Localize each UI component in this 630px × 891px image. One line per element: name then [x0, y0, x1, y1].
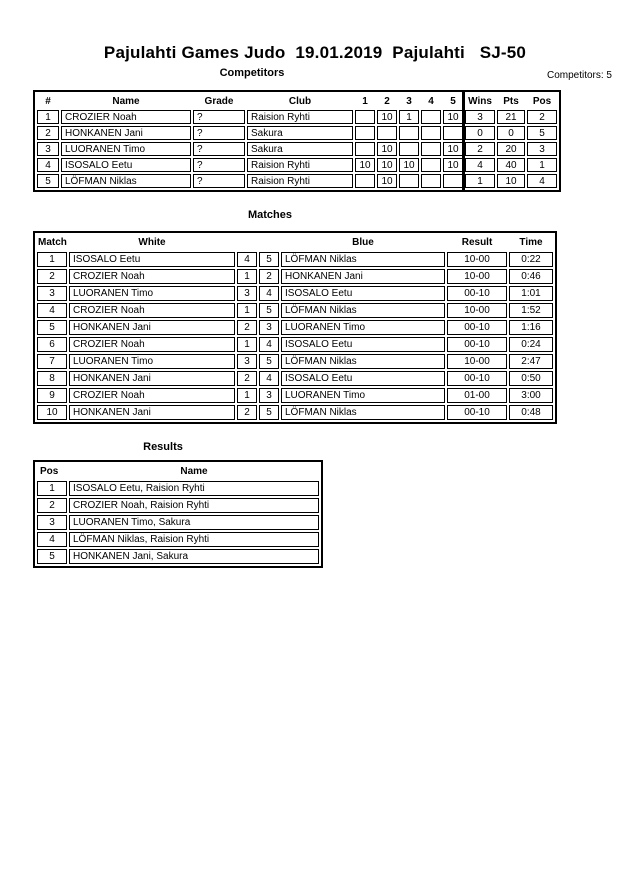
results-cell: LUORANEN Timo, Sakura [69, 515, 319, 530]
competitors-cell: 5 [527, 126, 557, 140]
matches-cell: HONKANEN Jani [69, 371, 235, 386]
matches-row [37, 388, 553, 403]
matches-table-frame [33, 231, 557, 424]
competitors-column-header: Wins [468, 95, 492, 107]
competitors-cell [355, 142, 375, 156]
competitors-cell: LÖFMAN Niklas [61, 174, 191, 188]
matches-cell: 0:48 [509, 405, 553, 420]
competitors-cell [377, 126, 397, 140]
results-table-frame [33, 460, 323, 568]
competitors-cell [421, 174, 441, 188]
competitors-cell [421, 158, 441, 172]
matches-cell: 2 [259, 269, 279, 284]
results-table [35, 462, 321, 566]
matches-cell: 4 [237, 252, 257, 267]
matches-cell: 1:52 [509, 303, 553, 318]
matches-cell: 10-00 [447, 354, 507, 369]
results-cell: 2 [37, 498, 67, 513]
matches-column-header: Time [519, 237, 543, 248]
matches-cell: CROZIER Noah [69, 388, 235, 403]
competitors-cell: 10 [377, 174, 397, 188]
matches-cell: 10-00 [447, 252, 507, 267]
competitors-cell: Raision Ryhti [247, 110, 353, 124]
competitors-cell: 2 [37, 126, 59, 140]
matches-row [37, 252, 553, 267]
matches-cell: 2 [237, 405, 257, 420]
results-cell: 3 [37, 515, 67, 530]
competitors-row [37, 158, 557, 172]
competitors-cell: 1 [37, 110, 59, 124]
results-cell: 4 [37, 532, 67, 547]
matches-cell: LUORANEN Timo [69, 286, 235, 301]
matches-cell: 6 [37, 337, 67, 352]
competitors-cell [399, 174, 419, 188]
matches-cell: 00-10 [447, 337, 507, 352]
results-cell: 5 [37, 549, 67, 564]
matches-row [37, 371, 553, 386]
competitors-cell [443, 126, 463, 140]
competitors-cell: 10 [443, 110, 463, 124]
matches-cell: LÖFMAN Niklas [281, 303, 445, 318]
competitors-cell: 10 [443, 142, 463, 156]
competitors-cell: 20 [497, 142, 525, 156]
matches-cell: 3:00 [509, 388, 553, 403]
competitors-cell: Sakura [247, 142, 353, 156]
matches-cell: 5 [259, 303, 279, 318]
results-row [37, 549, 319, 564]
competitors-cell: 1 [465, 174, 495, 188]
competitors-cell: 10 [355, 158, 375, 172]
wins-column-group-divider [462, 92, 465, 190]
competitors-cell: Raision Ryhti [247, 174, 353, 188]
competitors-cell: ? [193, 174, 245, 188]
matches-cell: 1:01 [509, 286, 553, 301]
matches-row [37, 405, 553, 420]
competitors-cell [355, 126, 375, 140]
matches-cell: 0:22 [509, 252, 553, 267]
matches-row [37, 303, 553, 318]
matches-cell: 1:16 [509, 320, 553, 335]
competitors-cell: 10 [443, 158, 463, 172]
competitors-cell: 2 [527, 110, 557, 124]
competitors-cell: 10 [497, 174, 525, 188]
matches-column-header: White [138, 237, 166, 248]
matches-column-header: Result [461, 237, 493, 248]
matches-cell: 0:50 [509, 371, 553, 386]
competitors-section-heading: Competitors [219, 67, 285, 79]
competitors-column-header: 5 [450, 95, 456, 107]
matches-cell: 9 [37, 388, 67, 403]
matches-cell: 4 [259, 286, 279, 301]
matches-cell: 8 [37, 371, 67, 386]
matches-cell: 2:47 [509, 354, 553, 369]
competitors-column-header: Pos [532, 95, 552, 107]
competitors-cell [421, 126, 441, 140]
matches-row [37, 320, 553, 335]
competitors-cell: 10 [377, 142, 397, 156]
competitors-column-header: 1 [362, 95, 368, 107]
matches-cell: 2 [237, 371, 257, 386]
matches-cell: LÖFMAN Niklas [281, 252, 445, 267]
matches-cell: 7 [37, 354, 67, 369]
matches-table [35, 233, 555, 422]
results-row [37, 532, 319, 547]
matches-row [37, 269, 553, 284]
competitors-column-header: Pts [503, 95, 519, 107]
matches-cell: 5 [259, 252, 279, 267]
matches-column-header [237, 235, 257, 250]
competitors-cell: 1 [399, 110, 419, 124]
competitors-cell: 10 [399, 158, 419, 172]
competitors-cell: 40 [497, 158, 525, 172]
competitors-cell: 10 [377, 110, 397, 124]
competitors-cell: 5 [37, 174, 59, 188]
competitors-column-header: Name [112, 95, 140, 107]
matches-cell: 3 [237, 286, 257, 301]
results-section-heading: Results [143, 441, 183, 453]
matches-cell: 1 [237, 303, 257, 318]
competitors-cell: 3 [527, 142, 557, 156]
competitors-row [37, 174, 557, 188]
matches-cell: CROZIER Noah [69, 303, 235, 318]
competitors-cell: 0 [497, 126, 525, 140]
matches-cell: 10-00 [447, 269, 507, 284]
matches-cell: 2 [237, 320, 257, 335]
competitors-cell: ? [193, 158, 245, 172]
competitors-cell [355, 174, 375, 188]
matches-cell: CROZIER Noah [69, 337, 235, 352]
matches-section-heading: Matches [247, 209, 293, 221]
competitors-table-frame [33, 90, 561, 192]
competitors-cell: Raision Ryhti [247, 158, 353, 172]
competitors-cell [443, 174, 463, 188]
matches-cell: 00-10 [447, 320, 507, 335]
matches-cell: ISOSALO Eetu [281, 371, 445, 386]
matches-column-header: Blue [352, 237, 374, 248]
matches-cell: 3 [259, 388, 279, 403]
competitors-cell: 1 [527, 158, 557, 172]
competitors-cell: ? [193, 142, 245, 156]
competitors-cell [421, 142, 441, 156]
competitors-cell: ? [193, 126, 245, 140]
competitors-cell: ? [193, 110, 245, 124]
competitors-cell [355, 110, 375, 124]
results-row [37, 498, 319, 513]
matches-cell: LUORANEN Timo [69, 354, 235, 369]
matches-cell: 1 [237, 388, 257, 403]
results-cell: HONKANEN Jani, Sakura [69, 549, 319, 564]
results-cell: ISOSALO Eetu, Raision Ryhti [69, 481, 319, 496]
matches-cell: HONKANEN Jani [281, 269, 445, 284]
matches-cell: 5 [259, 405, 279, 420]
competitors-cell [421, 110, 441, 124]
matches-cell: 1 [237, 337, 257, 352]
matches-cell: 3 [259, 320, 279, 335]
competitors-cell: HONKANEN Jani [61, 126, 191, 140]
competitors-column-header: # [45, 95, 51, 107]
matches-cell: 4 [259, 371, 279, 386]
competitors-cell: CROZIER Noah [61, 110, 191, 124]
results-cell: CROZIER Noah, Raision Ryhti [69, 498, 319, 513]
matches-cell: 0:46 [509, 269, 553, 284]
competitors-column-header: 2 [384, 95, 390, 107]
results-header-row [37, 464, 319, 479]
competitors-row [37, 126, 557, 140]
competitors-cell: ISOSALO Eetu [61, 158, 191, 172]
competitors-cell: 21 [497, 110, 525, 124]
matches-cell: 5 [37, 320, 67, 335]
matches-cell: 1 [37, 252, 67, 267]
matches-cell: 2 [37, 269, 67, 284]
matches-cell: LÖFMAN Niklas [281, 405, 445, 420]
matches-cell: 4 [259, 337, 279, 352]
matches-column-header [259, 235, 279, 250]
competitors-cell: 2 [465, 142, 495, 156]
matches-cell: ISOSALO Eetu [281, 337, 445, 352]
competitors-header-row [37, 94, 557, 108]
matches-cell: 10-00 [447, 303, 507, 318]
matches-cell: HONKANEN Jani [69, 320, 235, 335]
matches-cell: 1 [237, 269, 257, 284]
matches-cell: 01-00 [447, 388, 507, 403]
matches-cell: 00-10 [447, 405, 507, 420]
matches-cell: ISOSALO Eetu [281, 286, 445, 301]
competitors-cell: 3 [37, 142, 59, 156]
competitors-cell: 10 [377, 158, 397, 172]
results-row [37, 515, 319, 530]
competitors-row [37, 142, 557, 156]
results-cell: 1 [37, 481, 67, 496]
competitors-cell: 3 [465, 110, 495, 124]
competitors-column-header: 4 [428, 95, 434, 107]
matches-cell: CROZIER Noah [69, 269, 235, 284]
matches-cell: LUORANEN Timo [281, 320, 445, 335]
matches-cell: 00-10 [447, 286, 507, 301]
competitors-cell: Sakura [247, 126, 353, 140]
matches-cell: 3 [37, 286, 67, 301]
competitors-cell [399, 142, 419, 156]
page-title: Pajulahti Games Judo 19.01.2019 Pajulahti SJ-50 [103, 43, 527, 62]
matches-cell: 3 [237, 354, 257, 369]
competitors-column-header: Grade [204, 95, 234, 107]
competitors-cell [399, 126, 419, 140]
competitors-column-header: 3 [406, 95, 412, 107]
matches-cell: LÖFMAN Niklas [281, 354, 445, 369]
matches-cell: 10 [37, 405, 67, 420]
matches-row [37, 286, 553, 301]
matches-cell: HONKANEN Jani [69, 405, 235, 420]
competitors-row [37, 110, 557, 124]
competitors-cell: 0 [465, 126, 495, 140]
matches-header-row [37, 235, 553, 250]
results-column-header: Pos [40, 466, 59, 477]
competitors-cell: 4 [465, 158, 495, 172]
competitors-cell: 4 [527, 174, 557, 188]
matches-cell: LUORANEN Timo [281, 388, 445, 403]
competitors-table [35, 92, 559, 190]
matches-column-header: Match [38, 237, 67, 248]
matches-row [37, 354, 553, 369]
competitors-cell: 4 [37, 158, 59, 172]
matches-cell: 5 [259, 354, 279, 369]
matches-row [37, 337, 553, 352]
matches-cell: 00-10 [447, 371, 507, 386]
competitors-column-header: Club [288, 95, 312, 107]
matches-cell: 4 [37, 303, 67, 318]
competitors-count-label: Competitors: 5 [546, 70, 612, 81]
results-row [37, 481, 319, 496]
results-column-header: Name [180, 466, 208, 477]
results-cell: LÖFMAN Niklas, Raision Ryhti [69, 532, 319, 547]
matches-cell: 0:24 [509, 337, 553, 352]
matches-cell: ISOSALO Eetu [69, 252, 235, 267]
competitors-cell: LUORANEN Timo [61, 142, 191, 156]
